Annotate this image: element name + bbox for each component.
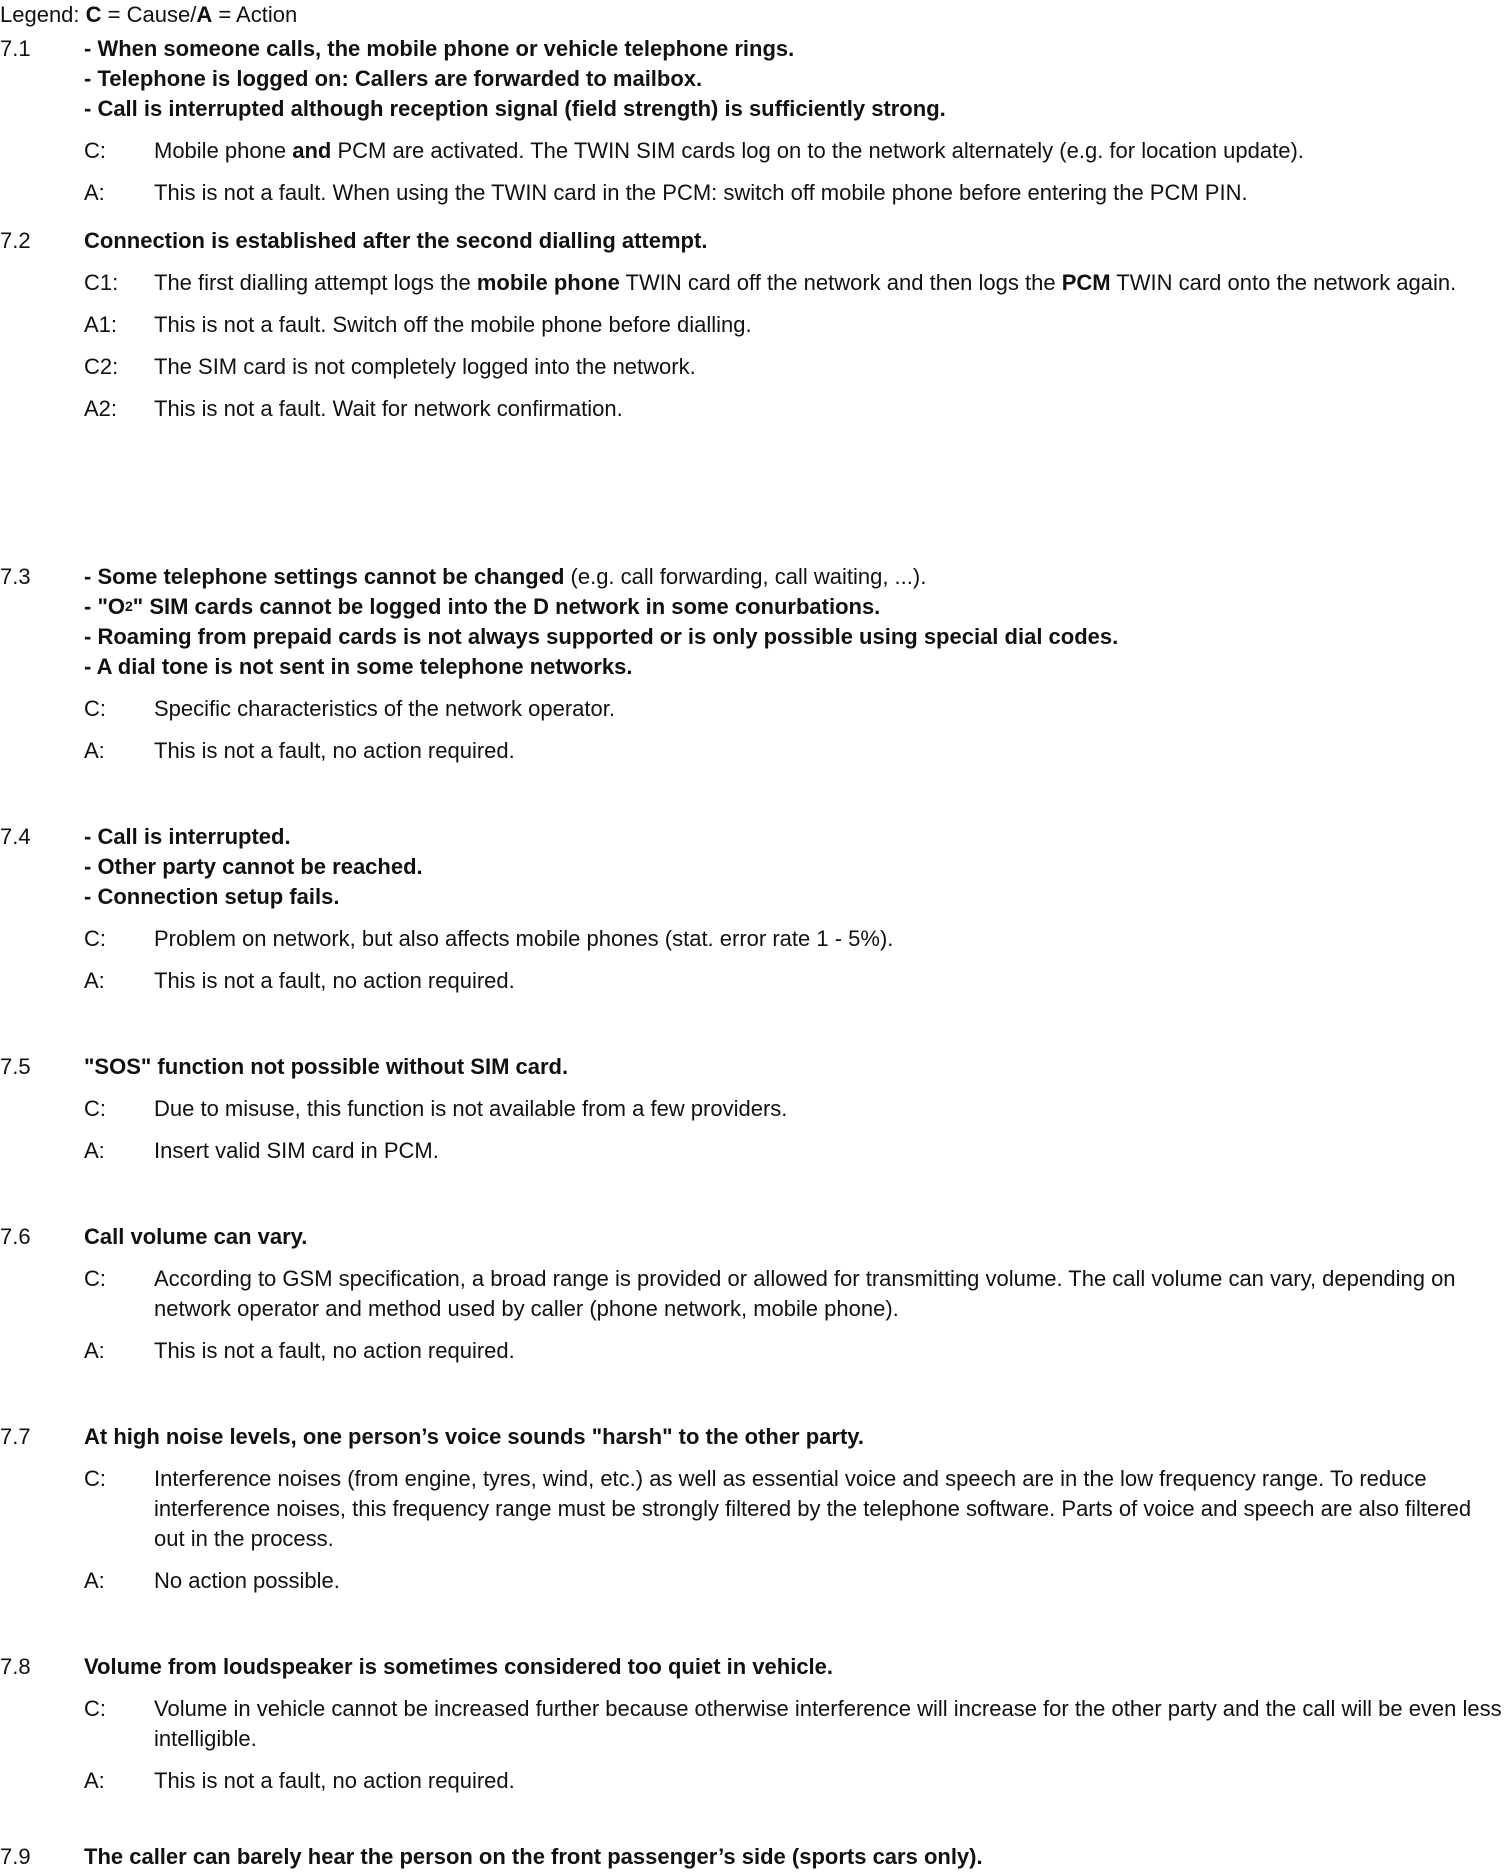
section-7-6 [0, 1222, 1504, 1366]
entry-label: A1: [84, 312, 118, 337]
section-7-7 [0, 1422, 1504, 1596]
entry-text-part: TWIN card onto the network again. [1110, 270, 1457, 295]
legend-action-letter: A [196, 2, 213, 27]
entry-text: This is not a fault, no action required. [154, 1338, 515, 1363]
entry-text: This is not a fault. When using the TWIN card in the PCM: switch off mobile phone before entering the PCM PIN. [154, 180, 1248, 205]
section-7-5 [0, 1052, 1504, 1166]
title-normal: (e.g. call forwarding, call waiting, ...). [564, 564, 927, 589]
section-number: 7.4 [0, 824, 31, 849]
entry-cause [0, 1694, 1504, 1754]
entry-cause [0, 924, 1504, 954]
entry-action [0, 1336, 1504, 1366]
entry-text: Insert valid SIM card in PCM. [154, 1138, 439, 1163]
title-line: - Call is interrupted. [84, 824, 291, 849]
entry-text-part: The first dialling attempt logs the [154, 270, 477, 295]
entry-label: C: [84, 138, 106, 163]
entry-label: C: [84, 1696, 106, 1721]
entry-text: Specific characteristics of the network operator. [154, 696, 615, 721]
entry-label: A: [84, 1338, 105, 1363]
section-7-8 [0, 1652, 1504, 1796]
legend-prefix: Legend: [0, 2, 86, 27]
title-line: - Roaming from prepaid cards is not always supported or is only possible using special dial codes. [84, 624, 1119, 649]
entry-label: A: [84, 180, 105, 205]
section-7-1 [0, 34, 1504, 208]
legend [0, 0, 297, 30]
title-line: Connection is established after the second dialling attempt. [84, 228, 708, 253]
entry-text: Problem on network, but also affects mobile phones (stat. error rate 1 - 5%). [154, 926, 894, 951]
section-number: 7.5 [0, 1054, 31, 1079]
entry-cause [0, 1094, 1504, 1124]
superscript: 2 [124, 598, 133, 614]
entry-text: According to GSM specification, a broad range is provided or allowed for transmitting volume. The call volume can vary, depending on network operator and method used by caller (phone network, mobile phone). [154, 1266, 1456, 1321]
entry-action [0, 1136, 1504, 1166]
entry-action [0, 1566, 1504, 1596]
section-number: 7.9 [0, 1844, 31, 1869]
entry-text [154, 268, 1504, 298]
title-line [84, 592, 1504, 622]
title-line: - A dial tone is not sent in some telephone networks. [84, 654, 633, 679]
entry-label: A2: [84, 396, 118, 421]
entry-text-bold: mobile phone [476, 270, 620, 295]
entry-cause [0, 1464, 1504, 1554]
entry-action [0, 966, 1504, 996]
entry-cause-2 [0, 352, 1504, 382]
entry-label: A: [84, 1138, 105, 1163]
title-line: - Call is interrupted although reception signal (field strength) is sufficiently strong. [84, 96, 946, 121]
entry-label: C: [84, 1466, 106, 1491]
section-title [84, 1052, 1504, 1082]
section-number: 7.6 [0, 1224, 31, 1249]
entry-label: C: [84, 926, 106, 951]
entry-action [0, 1766, 1504, 1796]
section-7-9 [0, 1842, 1504, 1872]
legend-action-text: = Action [212, 2, 298, 27]
section-title [84, 34, 1504, 124]
entry-text: Volume in vehicle cannot be increased further because otherwise interference will increase for the other party and the call will be even less intelligible. [154, 1696, 1502, 1751]
title-line: - Telephone is logged on: Callers are forwarded to mailbox. [84, 66, 703, 91]
entry-action [0, 178, 1504, 208]
title-bold: - "O [84, 594, 125, 619]
entry-label: A: [84, 968, 105, 993]
entry-text-bold: PCM [1061, 270, 1111, 295]
entry-text: This is not a fault, no action required. [154, 738, 515, 763]
entry-text-part: Mobile phone [154, 138, 293, 163]
entry-text [154, 136, 1504, 166]
entry-label: C2: [84, 354, 119, 379]
section-title [84, 1222, 1504, 1252]
title-line [84, 562, 1504, 592]
section-title [84, 1652, 1504, 1682]
title-line: "SOS" function not possible without SIM card. [84, 1054, 569, 1079]
entry-action [0, 736, 1504, 766]
title-line: - Connection setup fails. [84, 884, 340, 909]
entry-label: A: [84, 1768, 105, 1793]
entry-text: Interference noises (from engine, tyres, wind, etc.) as well as essential voice and speech are in the low frequency range. To reduce interference noises, this frequency range must be strongly filtered by the telephone software. Parts of voice and speech are also filtered out in the process. [154, 1466, 1472, 1551]
entry-label: A: [84, 738, 105, 763]
entry-action-2 [0, 394, 1504, 424]
section-number: 7.7 [0, 1424, 31, 1449]
section-title [84, 1422, 1504, 1452]
section-title [84, 226, 1504, 256]
entry-label: C: [84, 696, 106, 721]
entry-text: This is not a fault, no action required. [154, 968, 515, 993]
entry-text-part: TWIN card off the network and then logs the [619, 270, 1062, 295]
section-number: 7.8 [0, 1654, 31, 1679]
entry-label: C: [84, 1096, 106, 1121]
section-7-2 [0, 226, 1504, 424]
title-bold: " SIM cards cannot be logged into the D network in some conurbations. [132, 594, 881, 619]
section-number: 7.2 [0, 228, 31, 253]
entry-text-bold: and [292, 138, 332, 163]
entry-cause [0, 1264, 1504, 1324]
entry-text: This is not a fault. Switch off the mobile phone before dialling. [154, 312, 752, 337]
section-number: 7.3 [0, 564, 31, 589]
legend-cause-text: = Cause/ [101, 2, 197, 27]
entry-text-part: PCM are activated. The TWIN SIM cards log on to the network alternately (e.g. for location update). [331, 138, 1304, 163]
section-title [84, 822, 1504, 912]
section-title [84, 562, 1504, 682]
entry-cause [0, 694, 1504, 724]
section-7-4 [0, 822, 1504, 996]
entry-label: A: [84, 1568, 105, 1593]
entry-action-1 [0, 310, 1504, 340]
title-line: The caller can barely hear the person on the front passenger’s side (sports cars only). [84, 1844, 983, 1869]
section-7-3 [0, 562, 1504, 766]
title-bold: - Some telephone settings cannot be changed [84, 564, 565, 589]
title-line: - Other party cannot be reached. [84, 854, 423, 879]
section-title [84, 1842, 1504, 1872]
title-line: - When someone calls, the mobile phone or vehicle telephone rings. [84, 36, 795, 61]
entry-text: No action possible. [154, 1568, 340, 1593]
entry-cause [0, 136, 1504, 166]
section-number: 7.1 [0, 36, 31, 61]
title-line: At high noise levels, one person’s voice sounds "harsh" to the other party. [84, 1424, 865, 1449]
title-line: Volume from loudspeaker is sometimes considered too quiet in vehicle. [84, 1654, 834, 1679]
entry-text: The SIM card is not completely logged into the network. [154, 354, 696, 379]
title-line: Call volume can vary. [84, 1224, 308, 1249]
entry-label: C: [84, 1266, 106, 1291]
entry-text: This is not a fault. Wait for network confirmation. [154, 396, 623, 421]
legend-cause-letter: C [85, 2, 102, 27]
entry-label: C1: [84, 270, 119, 295]
entry-text: Due to misuse, this function is not available from a few providers. [154, 1096, 788, 1121]
entry-text: This is not a fault, no action required. [154, 1768, 515, 1793]
entry-cause-1 [0, 268, 1504, 298]
